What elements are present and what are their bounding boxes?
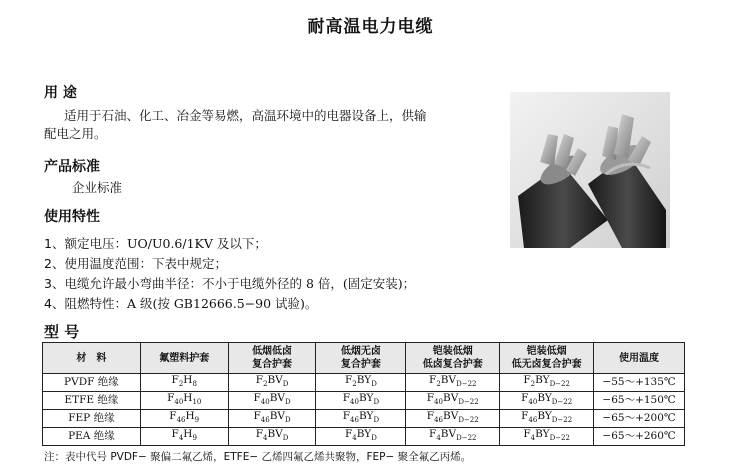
model-cell: $F_2BV_{D-22}$ <box>406 374 500 392</box>
table-row <box>43 392 685 410</box>
model-cell: $F_4H_9$ <box>140 428 228 446</box>
table-header-row <box>43 343 685 374</box>
column-header: 低烟低卤 复合护套 <box>228 343 316 374</box>
features-heading: 使用特性 <box>44 209 100 225</box>
model-cell: $F_{40}BV_D$ <box>228 392 316 410</box>
cable-photo <box>510 92 670 248</box>
table-row <box>43 410 685 428</box>
usage-heading: 用 途 <box>44 85 77 101</box>
model-cell: $F_{40}BY_D$ <box>316 392 406 410</box>
feature-item: 4、阻燃特性：A 级(按 GB12666.5−90 试验)。 <box>44 296 318 311</box>
column-header: 铠装低烟 低无卤复合护套 <box>500 343 594 374</box>
model-cell: $F_2BV_D$ <box>228 374 316 392</box>
model-heading: 型 号 <box>44 323 80 341</box>
feature-item: 3、电缆允许最小弯曲半径：不小于电缆外径的 8 倍，(固定安装)； <box>44 276 416 291</box>
usage-text-line1: 适用于石油、化工、冶金等易燃，高温环境中的电器设备上，供输 <box>64 108 427 123</box>
model-cell: $F_2BY_D$ <box>316 374 406 392</box>
column-header: 材 料 <box>43 343 141 374</box>
model-cell: $F_{40}H_{10}$ <box>140 392 228 410</box>
model-cell: $F_{46}BV_{D-22}$ <box>406 410 500 428</box>
model-cell: $F_4BV_{D-22}$ <box>406 428 500 446</box>
temperature-cell: −65～+260℃ <box>594 428 685 446</box>
material-cell: ETFE 绝缘 <box>43 392 141 410</box>
model-cell: $F_2BY_{D-22}$ <box>500 374 594 392</box>
usage-text-line2: 配电之用。 <box>44 126 107 141</box>
model-table <box>42 342 685 446</box>
feature-item: 1、额定电压：UO/U0.6/1KV 及以下； <box>44 236 267 251</box>
model-cell: $F_4BY_D$ <box>316 428 406 446</box>
model-cell: $F_{40}BV_{D-22}$ <box>406 392 500 410</box>
model-cell: $F_{46}H_9$ <box>140 410 228 428</box>
model-cell: $F_4BV_D$ <box>228 428 316 446</box>
standard-text: 企业标准 <box>72 180 123 195</box>
model-cell: $F_4BY_{D-22}$ <box>500 428 594 446</box>
page-title: 耐高温电力电缆 <box>307 17 434 37</box>
column-header: 铠装低烟 低卤复合护套 <box>406 343 500 374</box>
table-row <box>43 428 685 446</box>
column-header: 氟塑料护套 <box>140 343 228 374</box>
model-cell: $F_2H_8$ <box>140 374 228 392</box>
material-cell: FEP 绝缘 <box>43 410 141 428</box>
column-header: 使用温度 <box>594 343 685 374</box>
standard-heading: 产品标准 <box>44 159 100 175</box>
model-cell: $F_{46}BV_D$ <box>228 410 316 428</box>
table-note: 注：表中代号 PVDF− 聚偏二氟乙烯，ETFE− 乙烯四氟乙烯共聚物，FEP− 聚全氟乙丙烯。 <box>44 451 472 463</box>
model-cell: $F_{40}BY_{D-22}$ <box>500 392 594 410</box>
column-header: 低烟无卤 复合护套 <box>316 343 406 374</box>
material-cell: PVDF 绝缘 <box>43 374 141 392</box>
model-cell: $F_{46}BY_D$ <box>316 410 406 428</box>
material-cell: PEA 绝缘 <box>43 428 141 446</box>
feature-item: 2、使用温度范围：下表中规定； <box>44 256 227 271</box>
temperature-cell: −65～+150℃ <box>594 392 685 410</box>
temperature-cell: −65～+200℃ <box>594 410 685 428</box>
table-row <box>43 374 685 392</box>
temperature-cell: −55～+135℃ <box>594 374 685 392</box>
model-cell: $F_{46}BY_{D-22}$ <box>500 410 594 428</box>
